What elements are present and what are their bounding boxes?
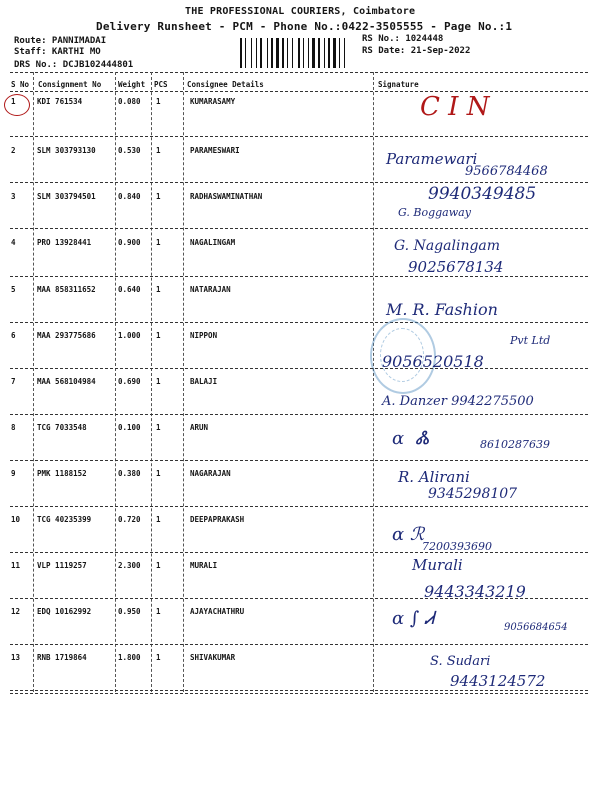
signature-phone: 9443124572 [450,672,546,690]
signature-text: C I N [420,92,490,122]
row-consignee: KUMARASAMY [190,97,236,106]
barcode-bar [263,38,266,68]
staff-label: Staff: KARTHI MO [14,47,101,57]
barcode-bar [245,38,246,68]
header-consignment: Consignment No [38,80,102,89]
barcode-bar [303,38,304,68]
barcode-bar [256,38,257,68]
row-sno: 5 [11,285,16,294]
signature-phone: 9056520518 [382,352,484,371]
barcode-bar [318,38,320,68]
barcode-bar [243,38,244,68]
barcode [240,38,358,68]
row-pcs: 1 [156,238,161,247]
barcode-bar [274,38,275,68]
barcode-bar [305,38,307,68]
row-divider [10,276,588,277]
row-divider [10,322,588,323]
row-sno: 8 [11,423,16,432]
signature-text: R. Alirani [398,468,470,486]
row-weight: 1.800 [118,653,141,662]
signature-text: M. R. Fashion [386,300,498,319]
barcode-bar [287,38,288,68]
row-pcs: 1 [156,469,161,478]
hand-drawn-circle [4,94,30,116]
row-consignment: MAA 858311652 [37,285,96,294]
row-divider [10,182,588,183]
table-bottom-border [10,693,588,694]
row-sno: 11 [11,561,21,570]
row-sno: 1 [11,97,16,106]
column-divider [115,72,116,692]
header-pcs: PCS [154,80,168,89]
row-consignment: RNB 1719864 [37,653,87,662]
row-consignee: DEEPAPRAKASH [190,515,245,524]
row-consignee: NIPPON [190,331,218,340]
barcode-bar [282,38,284,68]
row-consignment: EDQ 10162992 [37,607,92,616]
row-consignee: SHIVAKUMAR [190,653,236,662]
barcode-bar [321,38,323,68]
row-weight: 0.530 [118,146,141,155]
row-weight: 0.720 [118,515,141,524]
signature-text: Paramewari [386,150,478,168]
signature-scribble: ɑ ∫ Ꮧ [392,608,435,629]
rs-number: RS No.: 1024448 [362,34,444,44]
signature-phone: 9443343219 [424,582,526,601]
column-divider [151,72,152,692]
row-divider [10,414,588,415]
row-weight: 2.300 [118,561,141,570]
row-pcs: 1 [156,607,161,616]
header-consignee: Consignee Details [187,80,264,89]
signature-text: A. Danzer 9942275500 [382,394,534,409]
row-divider [10,690,588,691]
barcode-bar [339,38,340,68]
barcode-bar [292,38,293,68]
row-sno: 12 [11,607,21,616]
barcode-bar [341,38,343,68]
row-pcs: 1 [156,97,161,106]
row-consignment: VLP 1119257 [37,561,87,570]
route-label: Route: PANNIMADAI [14,36,107,46]
row-divider [10,506,588,507]
row-divider [10,552,588,553]
row-weight: 0.380 [118,469,141,478]
row-consignment: MAA 568104984 [37,377,96,386]
barcode-bar [333,38,336,68]
row-consignee: PARAMESWARI [190,146,240,155]
signature-phone: 9345298107 [428,486,518,502]
barcode-bar [326,38,327,68]
drs-number: DRS No.: DCJB102444801 [14,60,134,70]
row-pcs: 1 [156,285,161,294]
header-weight: Weight [118,80,146,89]
row-consignment: TCG 7033548 [37,423,87,432]
row-consignment: PRO 13928441 [37,238,92,247]
barcode-bar [289,38,291,68]
row-weight: 0.950 [118,607,141,616]
row-sno: 4 [11,238,16,247]
company-title: THE PROFESSIONAL COURIERS, Coimbatore [185,6,416,17]
row-sno: 10 [11,515,21,524]
barcode-bar [271,38,273,68]
row-pcs: 1 [156,515,161,524]
barcode-bar [312,38,315,68]
row-consignment: KDI 761534 [37,97,83,106]
signature-phone: 9566784468 [465,164,548,179]
row-divider [10,644,588,645]
divider [10,72,588,73]
barcode-bar [280,38,281,68]
row-weight: 0.100 [118,423,141,432]
signature-phone: 9940349485 [428,184,537,204]
row-consignee: ARUN [190,423,209,432]
barcode-bar [337,38,338,68]
barcode-bar [267,38,268,68]
row-pcs: 1 [156,377,161,386]
row-pcs: 1 [156,423,161,432]
row-consignment: SLM 303793130 [37,146,96,155]
signature-phone: 9056684654 [504,622,568,633]
row-pcs: 1 [156,653,161,662]
barcode-bar [285,38,286,68]
row-sno: 13 [11,653,21,662]
row-weight: 0.900 [118,238,141,247]
signature-scribble: ɑ Ꮬ [392,428,430,449]
signature-phone: 9025678134 [408,258,504,276]
barcode-bar [294,38,297,68]
row-consignee: AJAYACHATHRU [190,607,245,616]
row-sno: 7 [11,377,16,386]
row-divider [10,598,588,599]
barcode-bar [328,38,330,68]
barcode-bar [310,38,311,68]
barcode-bar [331,38,332,68]
row-weight: 1.000 [118,331,141,340]
row-consignee: RADHASWAMINATHAN [190,192,263,201]
barcode-bar [258,38,259,68]
row-divider [10,368,588,369]
barcode-bar [324,38,325,68]
row-weight: 0.840 [118,192,141,201]
row-divider [10,460,588,461]
header-signature: Signature [378,80,419,89]
signature-scribble: ɑ ℛ [392,524,425,545]
barcode-bar [316,38,317,68]
row-consignee: NATARAJAN [190,285,231,294]
row-consignee: BALAJI [190,377,218,386]
row-consignee: NAGALINGAM [190,238,236,247]
barcode-bar [298,38,300,68]
row-pcs: 1 [156,192,161,201]
barcode-bar [276,38,279,68]
row-divider [10,136,588,137]
barcode-bar [344,38,345,68]
signature-text: Pvt Ltd [510,334,551,347]
signature-text: S. Sudari [430,654,491,669]
row-weight: 0.690 [118,377,141,386]
barcode-bar [251,38,252,68]
row-sno: 9 [11,469,16,478]
row-consignment: MAA 293775686 [37,331,96,340]
divider [10,91,588,92]
header-sno: S No [11,80,30,89]
signature-phone: 8610287639 [480,438,550,451]
row-pcs: 1 [156,331,161,340]
row-consignment: PMK 1188152 [37,469,87,478]
row-divider [10,228,588,229]
row-sno: 3 [11,192,16,201]
signature-text: G. Boggaway [398,206,471,219]
signature-phone: 7200393690 [422,540,492,553]
row-weight: 0.080 [118,97,141,106]
row-sno: 2 [11,146,16,155]
barcode-bar [269,38,270,68]
barcode-bar [247,38,250,68]
row-consignee: MURALI [190,561,218,570]
row-pcs: 1 [156,146,161,155]
row-consignment: TCG 40235399 [37,515,92,524]
barcode-bar [253,38,255,68]
signature-text: Murali [412,556,463,574]
row-consignment: SLM 303794501 [37,192,96,201]
rs-date: RS Date: 21-Sep-2022 [362,46,471,56]
barcode-bar [260,38,262,68]
column-divider [373,72,374,692]
column-divider [183,72,184,692]
runsheet-subtitle: Delivery Runsheet - PCM - Phone No.:0422-3505555 - Page No.:1 [96,20,513,33]
row-pcs: 1 [156,561,161,570]
barcode-bar [301,38,302,68]
signature-text: G. Nagalingam [394,238,501,254]
row-weight: 0.640 [118,285,141,294]
barcode-bar [308,38,309,68]
barcode-bar [240,38,242,68]
column-divider [33,72,34,692]
row-sno: 6 [11,331,16,340]
row-consignee: NAGARAJAN [190,469,231,478]
